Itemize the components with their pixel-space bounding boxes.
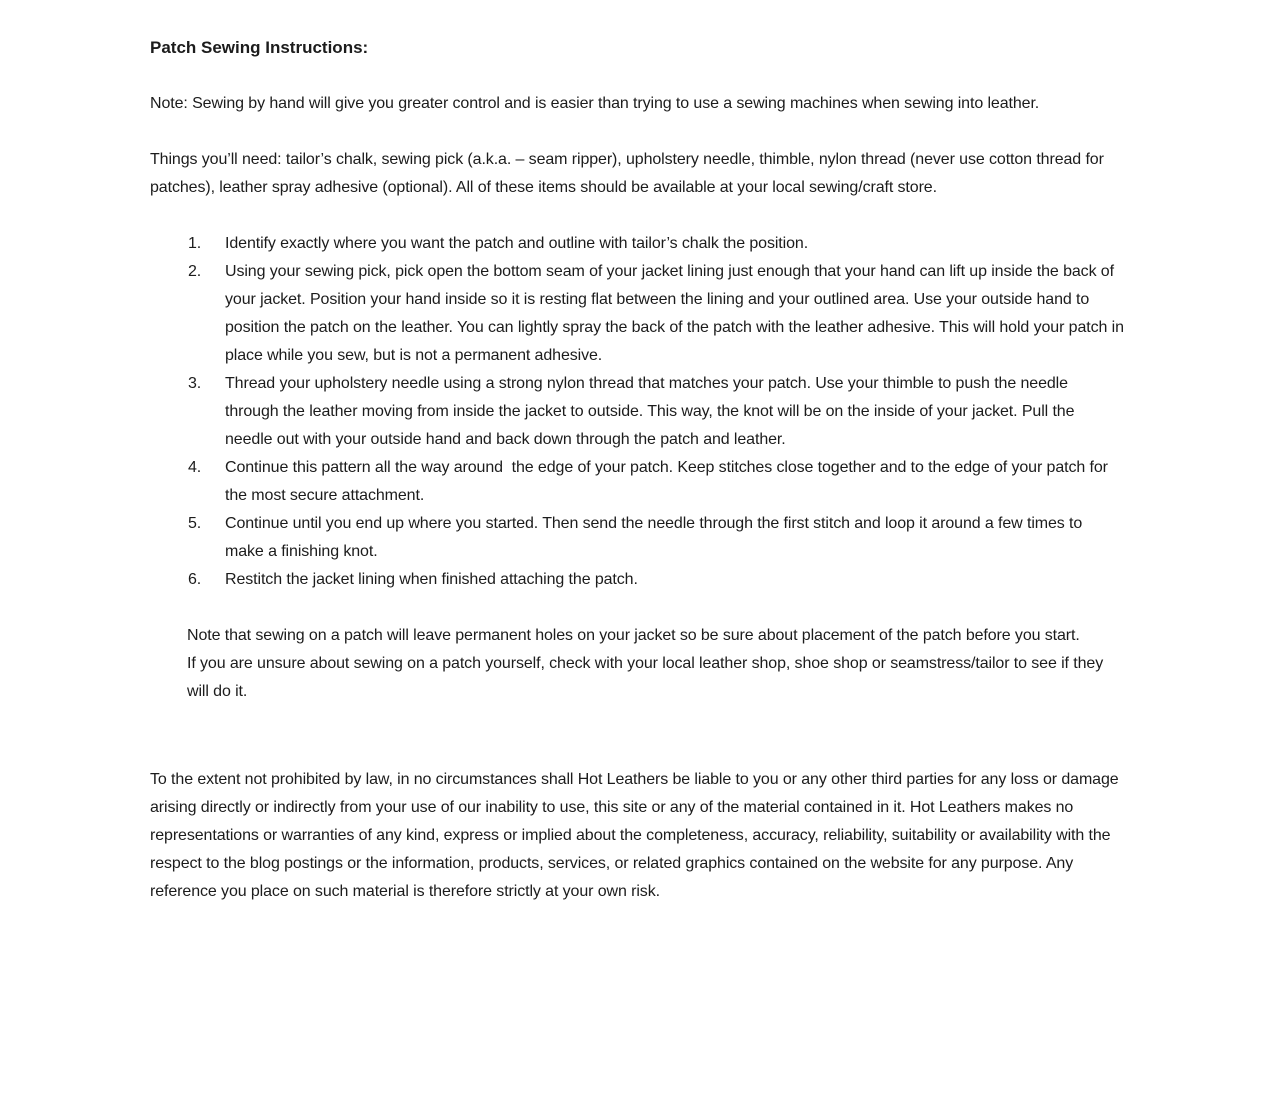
step-number: 5. <box>188 515 202 532</box>
step-text: Using your sewing pick, pick open the bottom seam of your jacket lining just enough that your hand can lift up inside the back of your jacket. Position your hand inside so it is resting flat between the lining and your outlined area. Use your outside hand to position the patch on the leather. You can lightly spray the back of the patch with the leather adhesive. This will hold your patch in place while you sew, but is not a permanent adhesive. <box>225 263 1129 364</box>
step-text: Restitch the jacket lining when finished attaching the patch. <box>225 571 638 588</box>
numbered-step-list <box>150 230 1129 594</box>
disclaimer-paragraph: To the extent not prohibited by law, in no circumstances shall Hot Leathers be liable to you or any other third parties for any loss or damage arising directly or indirectly from your use of our inability to use, this site or any of the material contained in it. Hot Leathers makes no representations or warranties of any kind, express or implied about the completeness, accuracy, reliability, suitability or availability with the respect to the blog postings or the information, products, services, or related graphics contained on the website for any purpose. Any reference you place on such material is therefore strictly at your own risk. <box>150 771 1123 900</box>
step-item-3 <box>150 370 1125 454</box>
step-text: Continue this pattern all the way around the edge of your patch. Keep stitches close together and to the edge of your patch for the most secure attachment. <box>225 459 1113 504</box>
step-text: Identify exactly where you want the patch and outline with tailor’s chalk the position. <box>225 235 809 252</box>
step-item-2 <box>150 258 1129 370</box>
intro-paragraph-supplies: Things you’ll need: tailor’s chalk, sewing pick (a.k.a. – seam ripper), upholstery needle, thimble, nylon thread (never use cotton thread for patches), leather spray adhesive (optional). All of these items should be available at your local sewing/craft store. <box>150 151 1109 196</box>
step-item-5 <box>150 510 1125 566</box>
step-item-4 <box>150 454 1125 510</box>
step-text: Thread your upholstery needle using a strong nylon thread that matches your patch. Use your thimble to push the needle through the leather moving from inside the jacket to outside. This way, the knot will be on the inside of your jacket. Pull the needle out with your outside hand and back down through the patch and leather. <box>225 375 1079 448</box>
step-item-6 <box>150 566 1125 594</box>
placement-note-block <box>187 622 1125 706</box>
note-paragraph-placement: Note that sewing on a patch will leave permanent holes on your jacket so be sure about placement of the patch before you start. <box>187 627 1080 644</box>
intro-paragraph-note: Note: Sewing by hand will give you greater control and is easier than trying to use a sewing machines when sewing into leather. <box>150 95 1040 112</box>
step-item-1 <box>150 230 1125 258</box>
step-number: 1. <box>188 235 202 252</box>
document-title: Patch Sewing Instructions: <box>150 38 369 57</box>
note-paragraph-unsure: If you are unsure about sewing on a patch yourself, check with your local leather shop, shoe shop or seamstress/tailor to see if they will do it. <box>187 655 1108 700</box>
step-number: 4. <box>188 459 202 476</box>
step-text: Continue until you end up where you started. Then send the needle through the first stitch and loop it around a few times to make a finishing knot. <box>225 515 1087 560</box>
step-number: 6. <box>188 571 202 588</box>
step-number: 3. <box>188 375 202 392</box>
step-number: 2. <box>188 263 202 280</box>
